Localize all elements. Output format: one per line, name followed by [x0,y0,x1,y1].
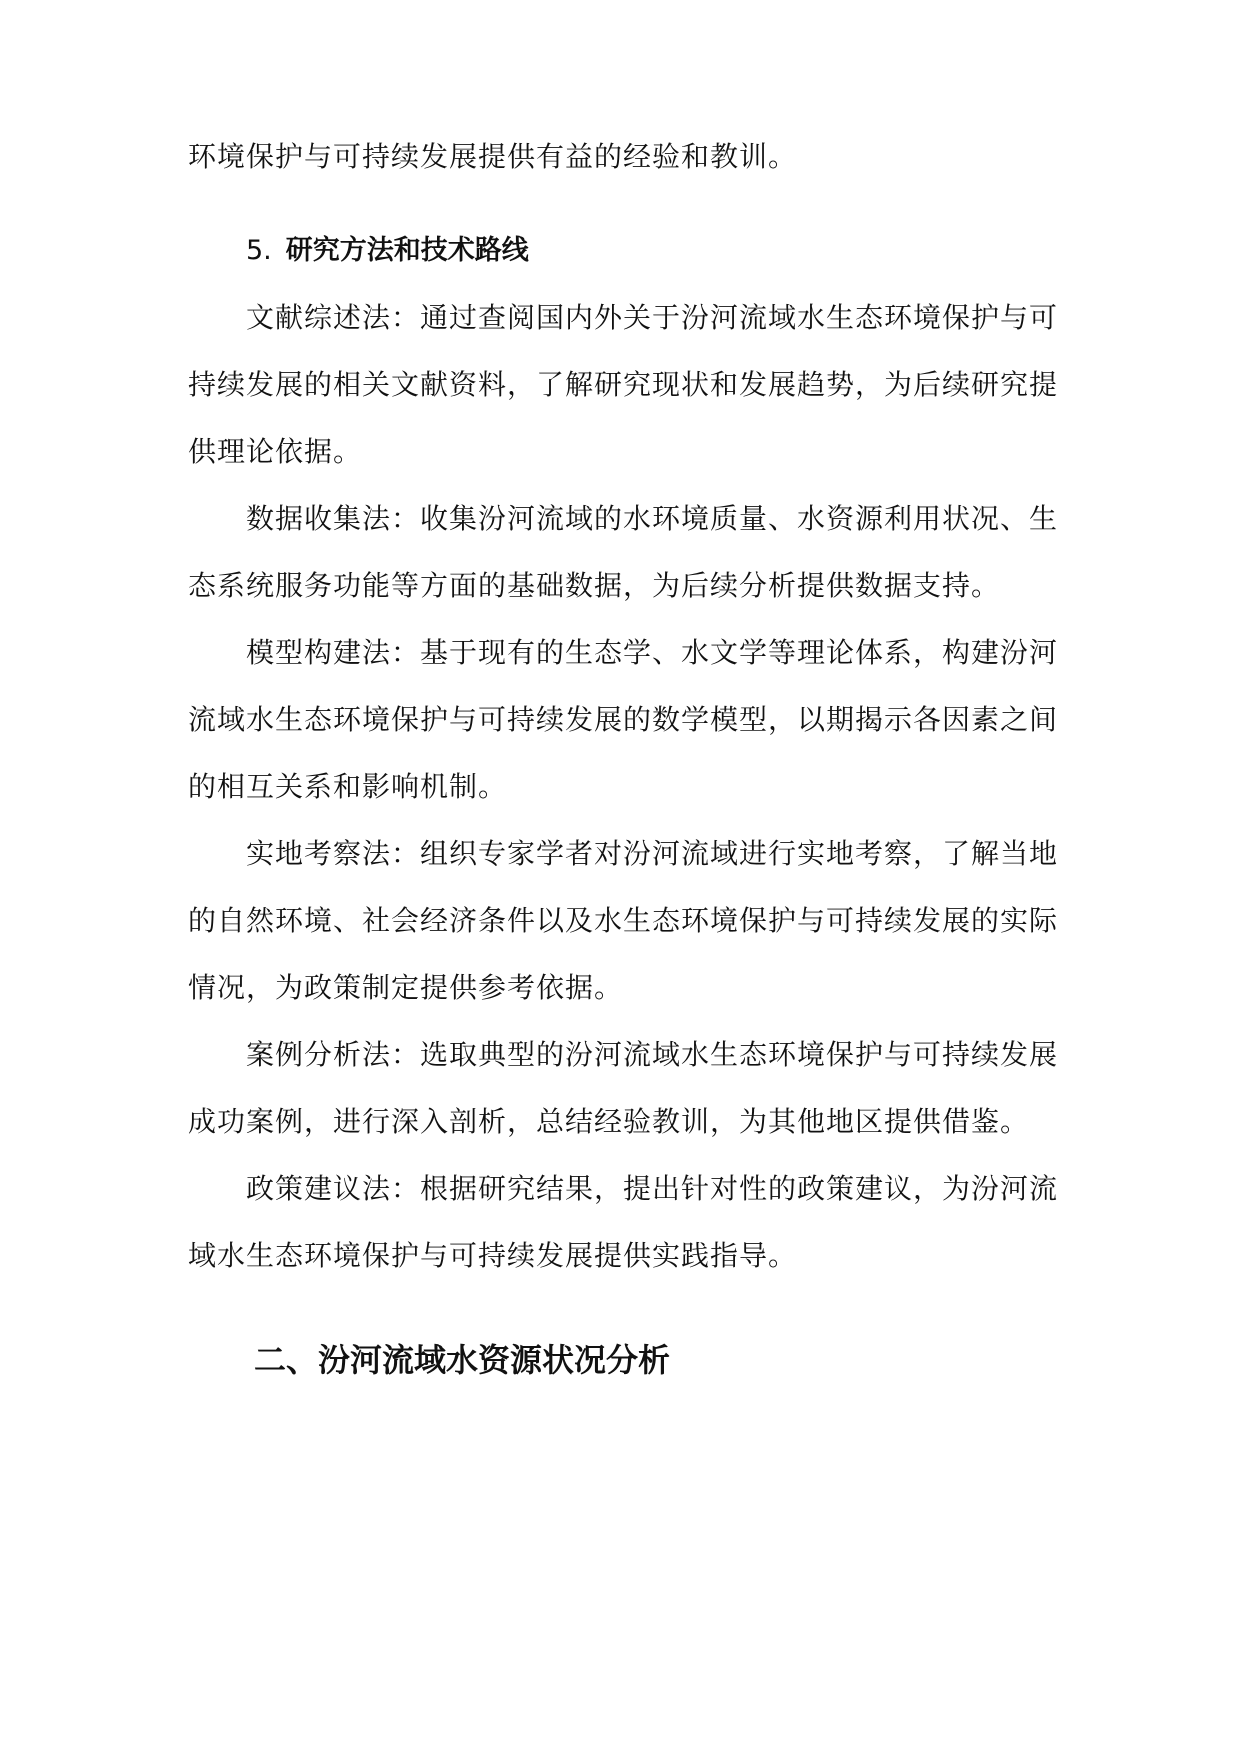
paragraph-line: 情况，为政策制定提供参考依据。 [188,971,624,1004]
paragraph-line: 模型构建法：基于现有的生态学、水文学等理论体系，构建汾河 [246,636,1059,669]
section-heading [246,231,529,271]
paragraph-line: 实地考察法：组织专家学者对汾河流域进行实地考察，了解当地 [246,837,1059,870]
paragraph-line: 供理论依据。 [188,435,363,468]
paragraph-line: 政策建议法：根据研究结果，提出针对性的政策建议，为汾河流 [246,1172,1059,1205]
paragraph-line: 文献综述法：通过查阅国内外关于汾河流域水生态环境保护与可 [246,301,1059,334]
paragraph-line: 域水生态环境保护与可持续发展提供实践指导。 [188,1239,798,1272]
paragraph-line: 态系统服务功能等方面的基础数据，为后续分析提供数据支持。 [188,569,1001,602]
paragraph-line: 环境保护与可持续发展提供有益的经验和教训。 [188,140,798,173]
paragraph-line: 的相互关系和影响机制。 [188,770,508,803]
paragraph-line: 的自然环境、社会经济条件以及水生态环境保护与可持续发展的实际 [188,904,1059,937]
section-number: 5. [246,235,272,266]
paragraph-line: 流域水生态环境保护与可持续发展的数学模型，以期揭示各因素之间 [188,703,1059,736]
paragraph-line: 数据收集法：收集汾河流域的水环境质量、水资源利用状况、生 [246,502,1059,535]
paragraph-line: 成功案例，进行深入剖析，总结经验教训，为其他地区提供借鉴。 [188,1105,1030,1138]
paragraph-line: 持续发展的相关文献资料，了解研究现状和发展趋势，为后续研究提 [188,368,1059,401]
chapter-heading: 二、汾河流域水资源状况分析 [254,1341,671,1379]
section-title: 研究方法和技术路线 [285,235,529,266]
paragraph-line: 案例分析法：选取典型的汾河流域水生态环境保护与可持续发展 [246,1038,1059,1071]
